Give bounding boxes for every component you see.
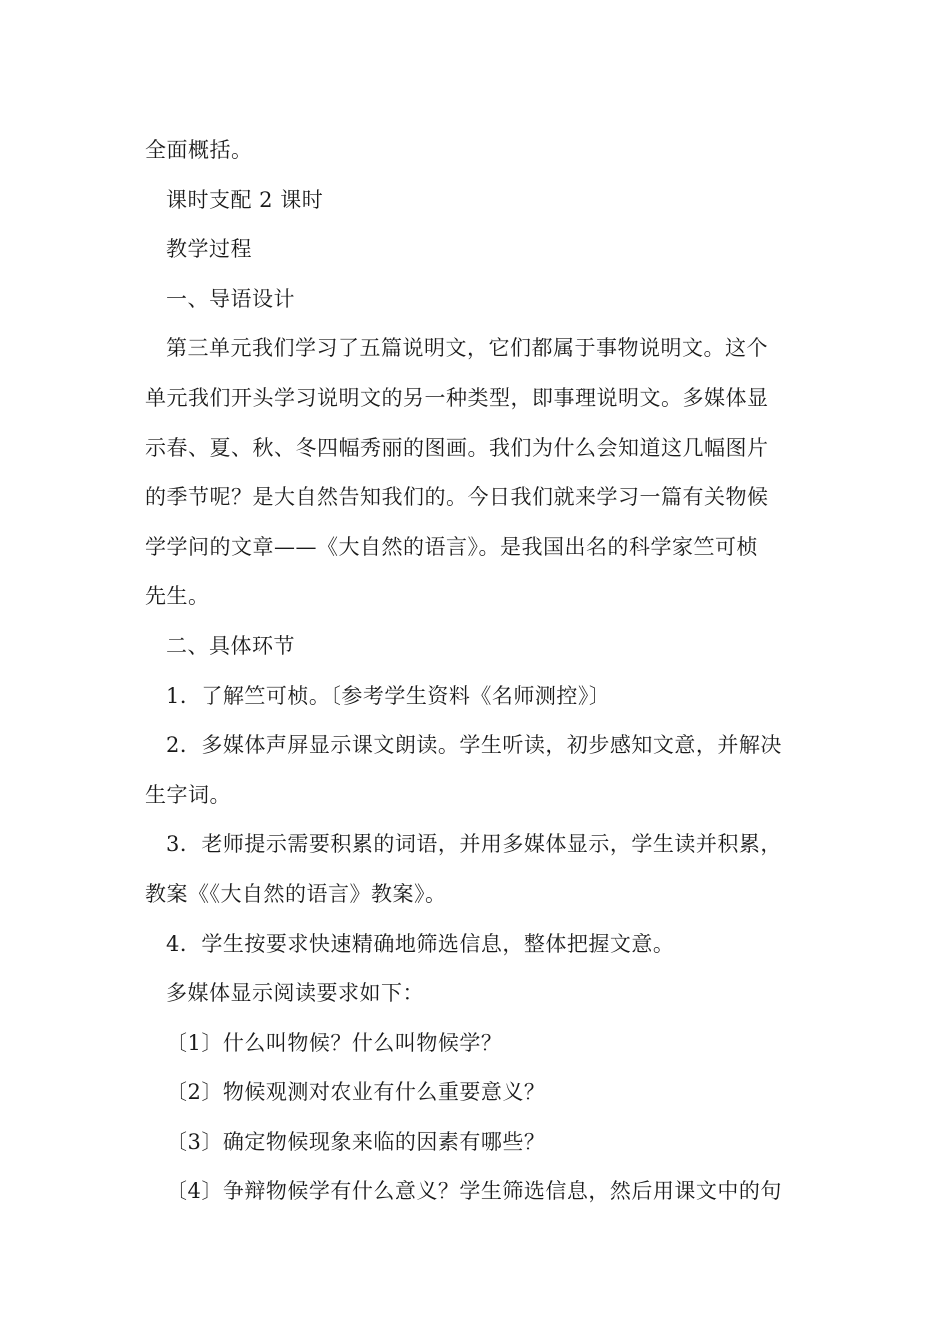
text-line: 1．了解竺可桢。〔参考学生资料《名师测控》〕 xyxy=(166,683,611,708)
section-heading: 二、具体环节 xyxy=(166,633,295,658)
text-line: 示春、夏、秋、冬四幅秀丽的图画。我们为什么会知道这几幅图片 xyxy=(145,435,769,460)
text-line: 生字词。 xyxy=(145,782,231,807)
text-line: 先生。 xyxy=(145,584,210,609)
question-item: 〔1〕什么叫物候？什么叫物候学？ xyxy=(166,1030,503,1055)
text-line: 4．学生按要求快速精确地筛选信息，整体把握文意。 xyxy=(166,931,675,956)
question-item: 〔4〕争辩物候学有什么意义？学生筛选信息，然后用课文中的句 xyxy=(166,1179,782,1204)
text-line: 教案《《大自然的语言》教案》。 xyxy=(145,881,447,906)
section-heading: 一、导语设计 xyxy=(166,286,295,311)
text-line: 课时支配 2 课时 xyxy=(166,187,324,212)
text-line: 的季节呢？是大自然告知我们的。今日我们就来学习一篇有关物候 xyxy=(145,485,769,510)
text-line: 2．多媒体声屏显示课文朗读。学生听读，初步感知文意，并解决 xyxy=(166,733,782,758)
document-body xyxy=(145,126,810,1217)
text-line: 单元我们开头学习说明文的另一种类型，即事理说明文。多媒体显 xyxy=(145,385,769,410)
question-item: 〔2〕物候观测对农业有什么重要意义？ xyxy=(166,1080,546,1105)
text-line: 教学过程 xyxy=(166,237,252,262)
text-line: 第三单元我们学习了五篇说明文，它们都属于事物说明文。这个 xyxy=(166,336,768,361)
text-line: 3．老师提示需要积累的词语，并用多媒体显示，学生读并积累， xyxy=(166,832,782,857)
question-item: 〔3〕确定物候现象来临的因素有哪些？ xyxy=(166,1129,546,1154)
text-line: 全面概括。 xyxy=(145,138,253,162)
text-line: 多媒体显示阅读要求如下： xyxy=(166,981,424,1006)
text-line: 学学问的文章——《大自然的语言》。是我国出名的科学家竺可桢 xyxy=(145,534,758,559)
